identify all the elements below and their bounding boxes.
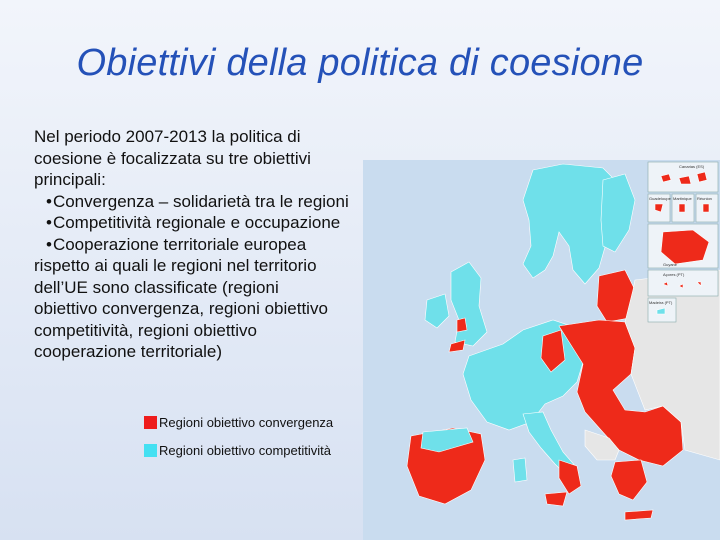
- legend-swatch-convergence: [144, 416, 157, 429]
- legend-swatch-competitiveness: [144, 444, 157, 457]
- map-sardinia: [513, 458, 527, 482]
- svg-text:Martinique: Martinique: [673, 196, 692, 201]
- legend-convergence: [144, 415, 333, 430]
- intro-line-1: Nel periodo 2007-2013 la politica di: [34, 127, 301, 146]
- eu-map-svg: [363, 160, 720, 540]
- svg-text:Guyane: Guyane: [663, 262, 678, 267]
- closing-line-5: cooperazione territoriale): [34, 342, 223, 361]
- bullet-convergence: • Convergenza – solidarietà tra le regioni: [34, 191, 374, 213]
- slide-title: Obiettivi della politica di coesione: [76, 42, 644, 84]
- map-wales: [457, 318, 467, 332]
- svg-text:Madeira (PT): Madeira (PT): [649, 300, 673, 305]
- closing-line-4: competitività, regioni obiettivo: [34, 320, 258, 340]
- bullet-competitiveness: • Competitività regionale e occupazione: [34, 212, 374, 234]
- svg-text:Réunion: Réunion: [697, 196, 712, 201]
- legend-label-competitiveness: Regioni obiettivo competitività: [159, 443, 331, 458]
- body-text: [34, 126, 374, 363]
- svg-text:Guadeloupe: Guadeloupe: [649, 196, 671, 201]
- legend-label-convergence: Regioni obiettivo convergenza: [159, 415, 334, 430]
- intro-line-3: principali:: [34, 170, 106, 189]
- eu-regions-map: [363, 160, 720, 540]
- intro-line-2: coesione è focalizzata su tre obiettivi: [34, 148, 311, 168]
- closing-line-2: dell’UE sono classificate (regioni: [34, 277, 279, 297]
- svg-text:Açores (PT): Açores (PT): [663, 272, 685, 277]
- closing-line-3: obiettivo convergenza, regioni obiettivo: [34, 299, 328, 318]
- svg-text:Canarias (ES): Canarias (ES): [679, 164, 705, 169]
- map-sicily: [545, 492, 567, 506]
- bullet-cooperation: • Cooperazione territoriale europea: [34, 234, 374, 256]
- closing-line-1: rispetto ai quali le regioni nel territorio: [34, 256, 317, 275]
- legend-competitiveness: [144, 443, 331, 458]
